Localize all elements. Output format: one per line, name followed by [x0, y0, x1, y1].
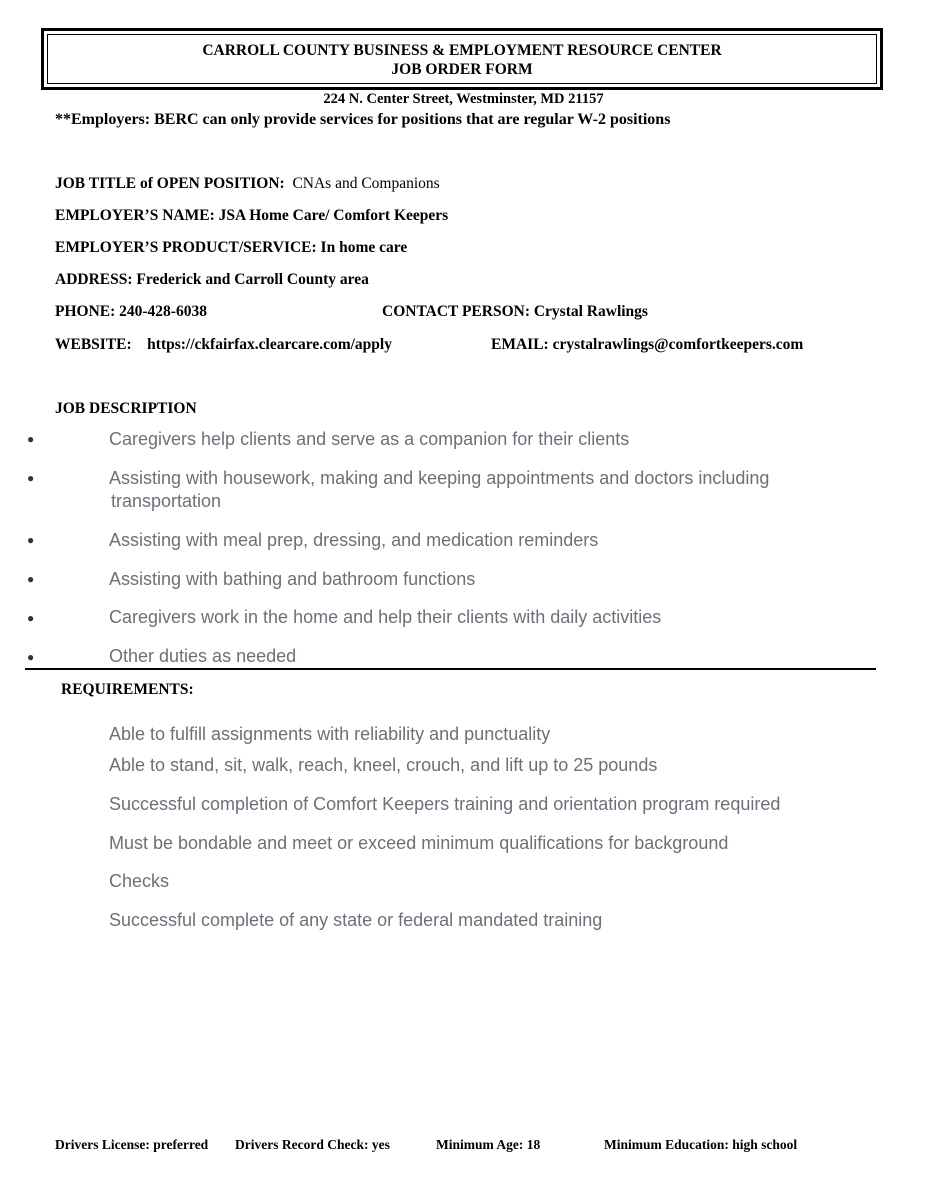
contact-person-field: CONTACT PERSON: Crystal Rawlings: [382, 303, 648, 320]
job-title-label: JOB TITLE of OPEN POSITION:: [55, 175, 285, 192]
bullet-icon: ●: [27, 432, 35, 446]
job-description-item: Other duties as needed: [109, 646, 297, 666]
center-address: 224 N. Center Street, Westminster, MD 21157: [323, 91, 604, 107]
job-description-item: Assisting with housework, making and keeping appointments and doctors including: [109, 468, 770, 488]
employer-notice: **Employers: BERC can only provide services for positions that are regular W-2 positions: [55, 111, 671, 128]
form-org-title: CARROLL COUNTY BUSINESS & EMPLOYMENT RESOURCE CENTER: [202, 42, 722, 59]
requirement-item: Checks: [109, 871, 170, 891]
form-header-inner: [47, 34, 877, 84]
job-description-item: Assisting with meal prep, dressing, and medication reminders: [109, 530, 599, 550]
job-description-item-continued: transportation: [111, 491, 222, 511]
job-title-value: CNAs and Companions: [292, 175, 440, 192]
requirement-item: Successful completion of Comfort Keepers training and orientation program required: [109, 794, 781, 814]
requirements-heading: REQUIREMENTS:: [61, 681, 194, 698]
drivers-license-field: Drivers License: preferred: [55, 1137, 209, 1152]
bullet-icon: ●: [27, 611, 35, 625]
bullet-icon: ●: [27, 471, 35, 485]
product-service-field: EMPLOYER’S PRODUCT/SERVICE: In home care: [55, 239, 408, 256]
section-divider: [25, 668, 876, 670]
bullet-icon: ●: [27, 650, 35, 664]
job-description-item: Caregivers help clients and serve as a companion for their clients: [109, 429, 630, 449]
phone-field: PHONE: 240-428-6038: [55, 303, 207, 320]
minimum-education-field: Minimum Education: high school: [604, 1137, 798, 1152]
job-description-heading: JOB DESCRIPTION: [55, 400, 197, 417]
requirement-item: Must be bondable and meet or exceed minimum qualifications for background: [109, 833, 729, 853]
requirement-item: Successful complete of any state or federal mandated training: [109, 910, 603, 930]
address-field: ADDRESS: Frederick and Carroll County area: [55, 271, 369, 288]
form-title: JOB ORDER FORM: [391, 61, 533, 78]
requirement-item: Able to stand, sit, walk, reach, kneel, crouch, and lift up to 25 pounds: [109, 755, 658, 775]
job-description-item: Caregivers work in the home and help their clients with daily activities: [109, 607, 662, 627]
job-title-field: [55, 175, 440, 193]
employer-name-field: EMPLOYER’S NAME: JSA Home Care/ Comfort Keepers: [55, 207, 449, 224]
minimum-age-field: Minimum Age: 18: [436, 1137, 541, 1152]
bullet-icon: ●: [27, 572, 35, 586]
requirement-item: Able to fulfill assignments with reliability and punctuality: [109, 724, 551, 744]
website-field: WEBSITE: https://ckfairfax.clearcare.com/apply: [55, 336, 392, 353]
job-description-item: Assisting with bathing and bathroom functions: [109, 569, 476, 589]
bullet-icon: ●: [27, 533, 35, 547]
form-header-box: [41, 28, 883, 90]
drivers-record-check-field: Drivers Record Check: yes: [235, 1137, 390, 1152]
email-field: EMAIL: crystalrawlings@comfortkeepers.com: [491, 336, 804, 353]
